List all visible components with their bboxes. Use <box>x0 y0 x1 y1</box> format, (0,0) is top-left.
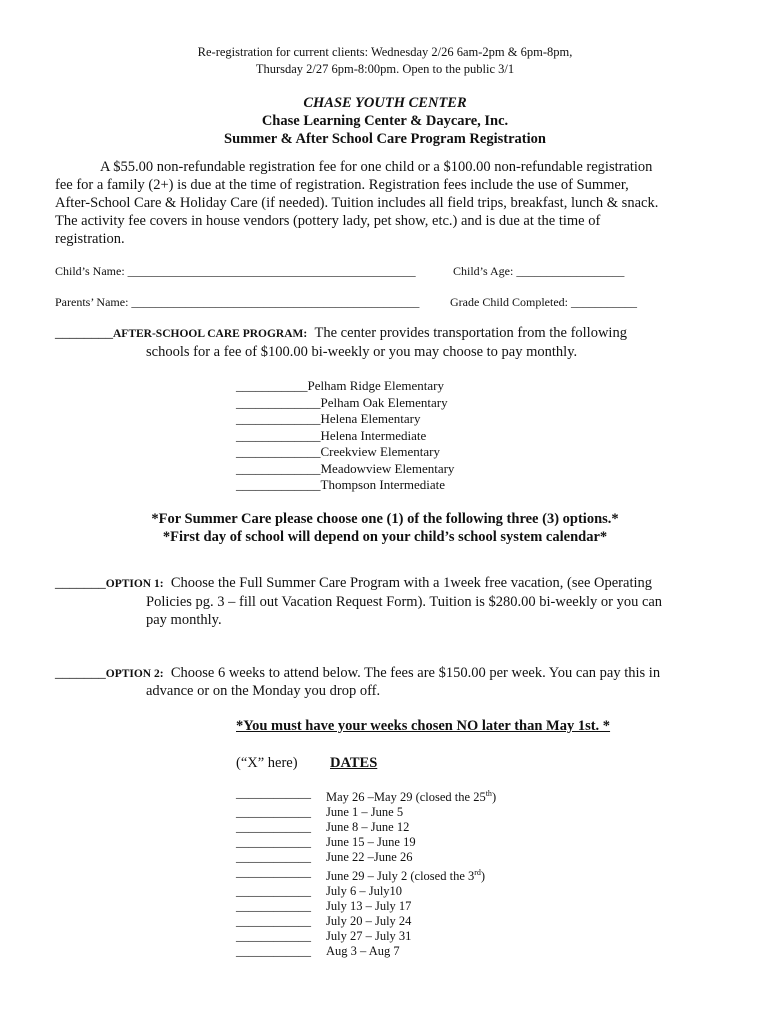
week-dates-text: July 27 – July 31 <box>326 929 412 943</box>
week-blank[interactable]: ____________ <box>236 835 311 849</box>
school-row[interactable] <box>236 477 454 494</box>
option-1-checkbox-blank[interactable]: _______ <box>55 575 106 591</box>
option-2-checkbox-blank[interactable]: _______ <box>55 665 106 681</box>
week-blank[interactable]: ____________ <box>236 786 311 800</box>
week-blank[interactable]: ____________ <box>236 944 311 958</box>
weeks-list <box>236 786 496 959</box>
intro-line-2: fee for a family (2+) is due at the time of registration. Registration fees include the use of Summer, <box>55 177 629 193</box>
school-blank[interactable]: _____________ <box>236 477 321 492</box>
week-blank[interactable]: ____________ <box>236 805 311 819</box>
week-row[interactable] <box>236 786 496 805</box>
intro-line-4: The activity fee covers in house vendors (pottery lady, pet show, etc.) and is due at the time of <box>55 213 601 229</box>
week-dates-superscript: rd <box>474 868 481 877</box>
child-age-field[interactable]: Child’s Age: __________________ <box>453 264 625 278</box>
school-name: Pelham Oak Elementary <box>320 394 448 410</box>
week-dates-text: June 8 – June 12 <box>326 820 410 834</box>
week-dates <box>326 786 496 805</box>
school-row[interactable] <box>236 444 454 461</box>
week-dates <box>326 929 411 944</box>
option-2-text-1: Choose 6 weeks to attend below. The fees are $150.00 per week. You can pay this in <box>170 665 661 681</box>
intro-line-5: registration. <box>55 231 125 247</box>
after-school-label: AFTER-SCHOOL CARE PROGRAM: <box>113 328 308 340</box>
option-2-label: OPTION 2: <box>105 668 164 680</box>
school-row[interactable] <box>236 395 454 412</box>
school-name: Pelham Ridge Elementary <box>307 378 444 393</box>
week-dates-superscript: th <box>485 789 492 798</box>
x-here-header: (“X” here) <box>236 755 298 771</box>
week-dates-text: July 6 – July10 <box>326 884 403 898</box>
week-dates-closing: ) <box>491 790 497 804</box>
school-blank[interactable]: _____________ <box>236 427 321 443</box>
intro-paragraph <box>55 158 695 248</box>
week-dates <box>326 884 402 899</box>
week-row[interactable] <box>236 835 496 850</box>
week-dates-text: May 26 –May 29 (closed the 25 <box>326 790 486 804</box>
school-row[interactable] <box>236 411 454 428</box>
week-blank[interactable]: ____________ <box>236 929 311 943</box>
intro-line-3: After-School Care & Holiday Care (if needed). Tuition includes all field trips, breakfast, lunch & snack. <box>55 195 659 211</box>
week-blank[interactable]: ____________ <box>236 914 311 928</box>
week-blank[interactable]: ____________ <box>236 884 311 898</box>
week-row[interactable] <box>236 899 496 914</box>
program-title: Summer & After School Care Program Registration <box>224 131 546 147</box>
header-line-1: Re-registration for current clients: Wednesday 2/26 6am-2pm & 6pm-8pm, <box>197 45 573 59</box>
option-1-label: OPTION 1: <box>105 578 164 590</box>
child-name-field[interactable]: Child’s Name: ________________________________________________ <box>55 264 416 278</box>
week-row[interactable] <box>236 944 496 959</box>
school-row[interactable] <box>236 378 454 395</box>
school-list <box>236 378 454 494</box>
after-school-text-1: The center provides transportation from the following <box>314 325 627 341</box>
school-name: Thompson Intermediate <box>320 477 446 492</box>
week-row[interactable] <box>236 820 496 835</box>
week-dates <box>326 944 400 959</box>
option-1-line-1 <box>55 575 652 592</box>
option-2-text-2: advance or on the Monday you drop off. <box>146 683 381 699</box>
summer-note-line-2: *First day of school will depend on your child’s school system calendar* <box>162 529 608 545</box>
school-blank[interactable]: _____________ <box>236 444 321 459</box>
option-1-text-1: Choose the Full Summer Care Program with a 1week free vacation, (see Operating <box>170 575 653 591</box>
school-blank[interactable]: _____________ <box>236 411 321 426</box>
header-line-2: Thursday 2/27 6pm-8:00pm. Open to the public 3/1 <box>255 62 515 76</box>
week-dates <box>326 865 485 884</box>
school-name: Helena Intermediate <box>320 427 427 443</box>
after-school-text-2: schools for a fee of $100.00 bi-weekly or you may choose to pay monthly. <box>146 344 578 360</box>
week-blank[interactable]: ____________ <box>236 899 311 913</box>
intro-line-1: A $55.00 non-refundable registration fee for one child or a $100.00 non-refundable registration <box>100 159 653 175</box>
option-1-text-3: pay monthly. <box>146 612 222 628</box>
dates-header: DATES <box>330 755 378 771</box>
week-blank[interactable]: ____________ <box>236 865 311 879</box>
school-row[interactable] <box>236 461 454 478</box>
week-dates <box>326 914 411 929</box>
week-dates-text: June 1 – June 5 <box>326 805 404 819</box>
option-1-text-2: Policies pg. 3 – fill out Vacation Request Form). Tuition is $280.00 bi-weekly or you can <box>146 594 663 610</box>
week-dates <box>326 835 416 850</box>
week-dates-text: July 20 – July 24 <box>326 914 412 928</box>
week-dates-text: July 13 – July 17 <box>326 899 412 913</box>
school-blank[interactable]: _____________ <box>236 460 321 476</box>
summer-note-line-1: *For Summer Care please choose one (1) of the following three (3) options.* <box>151 511 619 527</box>
deadline-note: *You must have your weeks chosen NO later than May 1st. * <box>236 718 611 734</box>
after-school-checkbox-blank[interactable]: ________ <box>55 325 113 341</box>
week-blank[interactable]: ____________ <box>236 820 311 834</box>
week-row[interactable] <box>236 884 496 899</box>
week-dates-closing: ) <box>480 869 486 883</box>
week-row[interactable] <box>236 805 496 820</box>
after-school-line-1 <box>55 325 627 342</box>
week-row[interactable] <box>236 929 496 944</box>
parents-name-field[interactable]: Parents’ Name: ________________________________________________ <box>55 295 420 309</box>
school-name: Meadowview Elementary <box>320 460 455 476</box>
week-blank[interactable]: ____________ <box>236 850 311 864</box>
week-dates-text: June 15 – June 19 <box>326 835 416 849</box>
company-title: Chase Learning Center & Daycare, Inc. <box>261 113 509 129</box>
week-dates-text: June 22 –June 26 <box>326 850 413 864</box>
week-dates-text: June 29 – July 2 (closed the 3 <box>326 869 475 883</box>
grade-completed-field[interactable]: Grade Child Completed: ___________ <box>450 295 637 309</box>
week-row[interactable] <box>236 850 496 865</box>
week-dates <box>326 820 409 835</box>
week-dates <box>326 899 411 914</box>
week-row[interactable] <box>236 865 496 884</box>
option-2-line-1 <box>55 665 660 682</box>
school-row[interactable] <box>236 428 454 445</box>
school-blank[interactable]: _____________ <box>236 394 321 410</box>
center-name-title: CHASE YOUTH CENTER <box>303 95 467 111</box>
week-dates <box>326 850 412 865</box>
week-dates-text: Aug 3 – Aug 7 <box>326 944 400 958</box>
school-name: Helena Elementary <box>320 411 421 426</box>
school-name: Creekview Elementary <box>320 444 440 459</box>
school-blank[interactable]: ___________ <box>236 378 308 393</box>
week-dates <box>326 805 403 820</box>
week-row[interactable] <box>236 914 496 929</box>
